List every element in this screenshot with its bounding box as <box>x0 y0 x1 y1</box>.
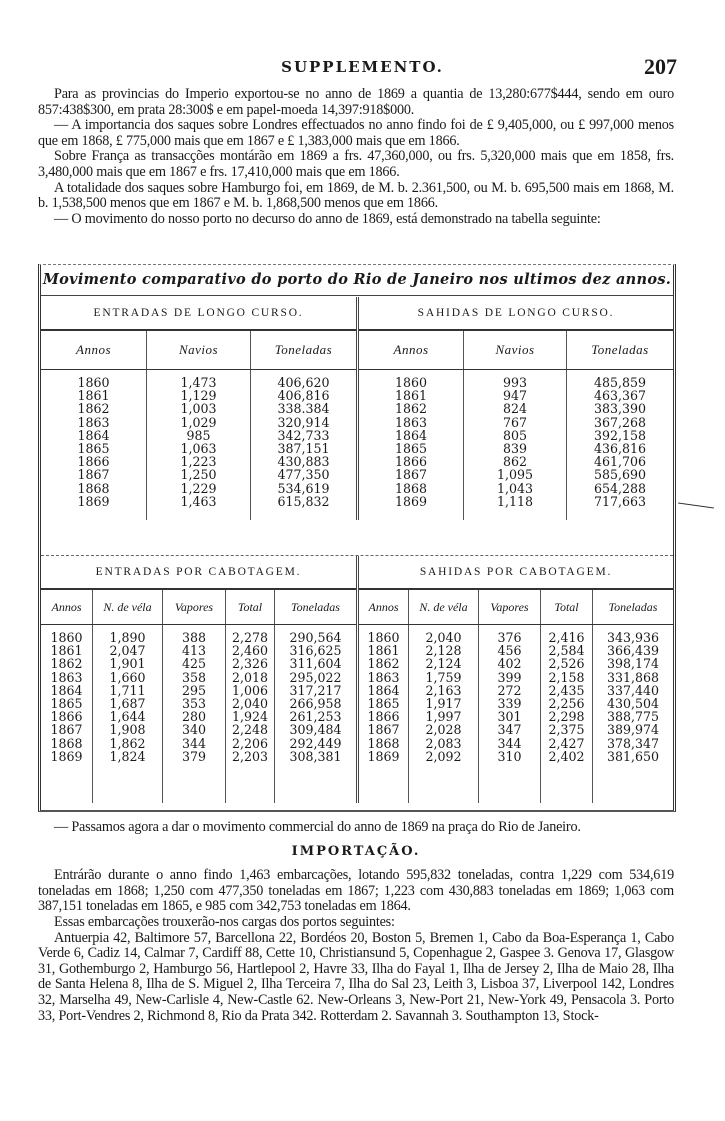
table-cell: 1868 <box>50 735 83 751</box>
column-annos <box>41 370 147 520</box>
table-cell: 2,092 <box>425 748 462 764</box>
column-header: Total <box>541 590 593 624</box>
table-cell: 1,223 <box>180 454 217 470</box>
column-annos <box>41 625 93 803</box>
column-vapores <box>479 625 541 803</box>
table-cell: 347 <box>497 722 522 738</box>
table-cell: 1866 <box>77 454 110 470</box>
table-cell: 1863 <box>50 669 83 685</box>
table-cell: 2,298 <box>548 709 585 725</box>
table-cell: 379 <box>181 748 207 764</box>
table-cell: 342,733 <box>277 427 330 443</box>
table-cell: 1866 <box>394 454 428 470</box>
table-cell: 767 <box>502 414 528 430</box>
table-cell: 1867 <box>367 722 400 738</box>
commerce-text <box>38 820 674 1024</box>
table-cell: 1860 <box>50 630 83 645</box>
column-header: Vapores <box>163 590 226 624</box>
table-cell: 337,440 <box>606 682 660 698</box>
table-cell: 1865 <box>367 696 400 712</box>
table-cell: 2,248 <box>231 722 269 738</box>
table-cell: 862 <box>502 454 528 470</box>
table-cell: 1,687 <box>109 696 146 712</box>
table-cell: 1860 <box>394 375 428 390</box>
table-cell: 1,997 <box>425 709 462 725</box>
table-cell: 367,268 <box>593 414 647 430</box>
margin-pencil-mark <box>678 502 714 508</box>
column-total <box>541 625 593 803</box>
paragraph-provincias: Para as provincias do Imperio exportou-se no anno de 1869 a quantia de 13,280:677$444, sendo em ouro 857:438$300, em prata 28:300$ e em papel-moeda 14,397:918$000. <box>38 86 674 118</box>
table-cell: 1869 <box>394 493 428 509</box>
table-body <box>359 370 673 520</box>
table-cell: 1861 <box>394 388 428 404</box>
table-cell: 1863 <box>394 414 428 430</box>
cabotagem-section <box>41 555 673 803</box>
table-cell: 1869 <box>50 748 83 764</box>
table-cell: 2,435 <box>548 682 585 698</box>
table-cell: 1,711 <box>109 682 146 698</box>
table-cell: 1865 <box>50 696 83 712</box>
table-cell: 344 <box>181 735 207 751</box>
table-cell: 320,914 <box>277 414 330 430</box>
column-total <box>226 625 275 803</box>
column-header: N. de véla <box>409 590 479 624</box>
column-navios <box>147 370 251 520</box>
paragraph-movimento: — O movimento do nosso porto no decurso do anno de 1869, está demonstrado na tabella seguinte: <box>54 210 601 227</box>
table-cell: 1,043 <box>496 480 534 496</box>
table-cell: 343,936 <box>606 630 660 645</box>
column-navios <box>464 370 567 520</box>
table-cell: 436,816 <box>593 441 647 457</box>
table-title: Movimento comparativo do porto do Rio de Janeiro nos ultimos dez annos. <box>41 265 673 296</box>
table-cell: 615,832 <box>277 493 330 509</box>
table-cell: 376 <box>497 630 522 645</box>
table-cell: 2,018 <box>231 669 269 685</box>
table-cell: 1,908 <box>109 722 146 738</box>
table-cell: 993 <box>502 375 528 390</box>
table-cell: 824 <box>502 401 528 417</box>
table-cell: 295 <box>181 682 207 698</box>
table-cell: 1,029 <box>180 414 217 430</box>
table-cell: 1868 <box>394 480 428 496</box>
table-cell: 2,040 <box>231 696 269 712</box>
table-cell: 388,775 <box>606 709 660 725</box>
table-body <box>359 625 673 803</box>
table-cell: 430,504 <box>606 696 660 712</box>
table-cell: 2,128 <box>425 643 462 659</box>
table-cell: 388 <box>181 630 207 645</box>
table-cell: 2,163 <box>425 682 462 698</box>
table-cell: 2,047 <box>109 643 146 659</box>
table-cell: 1862 <box>394 401 428 417</box>
column-headers <box>359 590 673 625</box>
table-cell: 331,868 <box>606 669 660 685</box>
column-header: Toneladas <box>291 600 340 614</box>
column-annos <box>359 625 409 803</box>
table-cell: 463,367 <box>593 388 647 404</box>
table-body <box>41 625 356 803</box>
table-cell: 381,650 <box>606 748 660 764</box>
sahidas-cabotagem <box>359 556 673 803</box>
table-cell: 1,862 <box>109 735 146 751</box>
paragraph-entrarao: Entrárão durante o anno findo 1,463 embarcações, lotando 595,832 toneladas, contra 1,229 com 534,619 toneladas em 1868; 1,250 com 477,350 toneladas em 1867; 1,223 com 430,883 toneladas em 1869; 1,063 com 387,151 toneladas em 1865, e 985 com 342,753 toneladas em 1864. <box>38 867 674 915</box>
table-cell: 1,644 <box>109 709 146 725</box>
entradas-longo-curso <box>41 297 359 520</box>
table-cell: 485,859 <box>593 375 647 390</box>
table-cell: 1861 <box>50 643 83 659</box>
table-cell: 317,217 <box>289 682 342 698</box>
table-cell: 398,174 <box>606 656 660 672</box>
column-n-de-vela <box>93 625 163 803</box>
paragraph-hamburgo: A totalidade dos saques sobre Hamburgo foi, em 1869, de M. b. 2.361,500, ou M. b. 695,500 mais em 1868, M. b. 1,538,500 menos que em 1867 e M. b. 1,868,500 menos que em 1866. <box>38 179 674 212</box>
table-cell: 2,206 <box>231 735 269 751</box>
table-cell: 406,816 <box>277 388 330 404</box>
table-cell: 1864 <box>394 427 428 443</box>
column-toneladas <box>593 625 673 803</box>
table-cell: 295,022 <box>289 669 342 685</box>
column-headers <box>41 590 356 625</box>
table-cell: 654,288 <box>593 480 647 496</box>
table-cell: 1865 <box>77 441 110 457</box>
column-toneladas <box>275 625 356 803</box>
table-body <box>41 370 356 520</box>
table-cell: 2,040 <box>425 630 462 645</box>
table-cell: 316,625 <box>289 643 342 659</box>
column-headers <box>359 331 673 370</box>
table-cell: 358 <box>181 669 207 685</box>
table-cell: 1864 <box>77 427 110 443</box>
column-toneladas <box>567 370 673 520</box>
table-cell: 425 <box>181 656 207 672</box>
table-cell: 311,604 <box>289 656 342 672</box>
table-cell: 2,028 <box>425 722 462 738</box>
table-cell: 266,958 <box>289 696 342 712</box>
running-title: SUPPLEMENTO. <box>281 58 444 76</box>
table-cell: 2,460 <box>231 643 269 659</box>
table-cell: 1,924 <box>231 709 269 725</box>
table-cell: 1860 <box>367 630 400 645</box>
table-cell: 1865 <box>394 441 428 457</box>
table-cell: 340 <box>181 722 207 738</box>
table-cell: 402 <box>497 656 522 672</box>
table-cell: 406,620 <box>277 375 330 390</box>
table-cell: 1863 <box>77 414 110 430</box>
table-cell: 339 <box>497 696 522 712</box>
table-cell: 338.384 <box>277 401 330 417</box>
table-cell: 353 <box>181 696 207 712</box>
table-cell: 585,690 <box>593 467 647 483</box>
table-cell: 1861 <box>367 643 400 659</box>
table-cell: 2,526 <box>548 656 585 672</box>
table-cell: 2,402 <box>548 748 585 764</box>
table-cell: 1,901 <box>109 656 146 672</box>
table-cell: 2,158 <box>548 669 585 685</box>
column-header: Vapores <box>479 590 541 624</box>
table-cell: 2,083 <box>425 735 462 751</box>
table-cell: 1,229 <box>180 480 217 496</box>
port-movement-table <box>38 264 676 812</box>
section-heading: ENTRADAS POR CABOTAGEM. <box>41 556 356 590</box>
column-header: Navios <box>464 331 567 369</box>
table-cell: 366,439 <box>606 643 660 659</box>
table-cell: 1868 <box>77 480 110 496</box>
table-cell: 308,381 <box>289 748 342 764</box>
column-headers <box>41 331 356 370</box>
entradas-cabotagem <box>41 556 359 803</box>
table-cell: 1,463 <box>180 493 217 509</box>
table-cell: 2,584 <box>548 643 585 659</box>
table-cell: 1867 <box>77 467 110 483</box>
table-cell: 309,484 <box>289 722 342 738</box>
column-header: Annos <box>359 590 409 624</box>
section-heading: SAHIDAS POR CABOTAGEM. <box>359 556 673 590</box>
table-cell: 1866 <box>367 709 400 725</box>
table-cell: 344 <box>497 735 522 751</box>
table-cell: 1864 <box>50 682 83 698</box>
table-cell: 292,449 <box>289 735 342 751</box>
table-cell: 1868 <box>367 735 400 751</box>
table-cell: 430,883 <box>277 454 330 470</box>
column-header: Annos <box>41 590 93 624</box>
table-cell: 839 <box>502 441 528 457</box>
table-cell: 461,706 <box>593 454 647 470</box>
table-cell: 1,890 <box>109 630 146 645</box>
table-cell: 413 <box>181 643 207 659</box>
table-cell: 290,564 <box>289 630 342 645</box>
column-annos <box>359 370 464 520</box>
table-cell: 2,427 <box>548 735 585 751</box>
column-header: Navios <box>147 331 251 369</box>
longo-curso-section <box>41 297 673 520</box>
table-cell: 477,350 <box>277 467 330 483</box>
column-header: Toneladas <box>608 600 658 614</box>
table-cell: 2,256 <box>548 696 585 712</box>
table-cell: 1867 <box>50 722 83 738</box>
table-cell: 947 <box>502 388 528 404</box>
column-header: N. de véla <box>93 590 163 624</box>
table-cell: 2,124 <box>425 656 462 672</box>
table-cell: 1,118 <box>496 493 534 509</box>
table-cell: 1,063 <box>180 441 217 457</box>
table-cell: 1862 <box>77 401 110 417</box>
paragraph-londres: — A importancia dos saques sobre Londres effectuados no anno findo foi de £ 9,405,000, ou £ 997,000 menos que em 1868, £ 775,000 mais que em 1867 e £ 1,383,000 mais que em 1866. <box>38 117 674 149</box>
table-cell: 389,974 <box>606 722 660 738</box>
intro-text <box>38 87 674 227</box>
table-cell: 1,006 <box>231 682 269 698</box>
table-cell: 1867 <box>394 467 428 483</box>
table-cell: 399 <box>497 669 522 685</box>
table-cell: 301 <box>497 709 522 725</box>
table-cell: 1862 <box>367 656 400 672</box>
column-header: Annos <box>359 331 464 369</box>
column-n-de-vela <box>409 625 479 803</box>
table-cell: 1,095 <box>496 467 534 483</box>
table-cell: 1,660 <box>109 669 146 685</box>
table-cell: 1869 <box>77 493 110 509</box>
table-cell: 1860 <box>77 375 110 390</box>
table-cell: 534,619 <box>277 480 330 496</box>
table-cell: 1,759 <box>425 669 462 685</box>
table-cell: 261,253 <box>289 709 342 725</box>
table-cell: 1866 <box>50 709 83 725</box>
table-cell: 392,158 <box>593 427 647 443</box>
table-cell: 1861 <box>77 388 110 404</box>
table-cell: 2,375 <box>548 722 585 738</box>
paragraph-portos-list: Antuerpia 42, Baltimore 57, Barcellona 22, Bordéos 20, Boston 5, Bremen 1, Cabo da Boa-Esperança 1, Cabo Verde 6, Cadiz 14, Calmar 7, Cardiff 88, Cette 10, Christiansund 5, Copenhague 2, Gaspee 3. Genova 17, Glasgow 31, Gothemburgo 2, Hamburgo 56, Hartlepool 2, Havre 33, Ilha do Fayal 1, Ilha de Jersey 2, Ilha de Maio 28, Ilha de Santa Helena 8, Ilha de S. Miguel 2, Ilha Terceira 7, Ilha do Sal 23, Leith 3, Lisboa 37, Liverpool 142, Londres 32, Marselha 49, New-Carlisle 4, New-Castle 62. New-Orleans 3, New-Port 21, New-York 49, Pensacola 3. Porto 33, Port-Vendres 2, Richmond 8, Rio da Prata 342. Rotterdam 2. Savannah 3. Southampton 13, Stock- <box>38 929 674 1024</box>
table-cell: 378,347 <box>606 735 660 751</box>
paragraph-cargas-intro: Essas embarcações trouxerão-nos cargas dos portos seguintes: <box>54 913 395 930</box>
table-cell: 280 <box>181 709 207 725</box>
section-title-importacao: IMPORTAÇÃO. <box>291 843 421 859</box>
table-cell: 2,416 <box>548 630 585 645</box>
table-cell: 383,390 <box>593 401 647 417</box>
running-head <box>0 56 725 86</box>
paragraph-franca: Sobre França as transacções montárão em 1869 a frs. 47,360,000, ou frs. 5,320,000 mais que em 1858, frs. 3,480,000 mais que em 1867 e frs. 17,410,000 mais que em 1866. <box>38 148 674 180</box>
table-cell: 717,663 <box>593 493 647 509</box>
table-cell: 2,278 <box>231 630 269 645</box>
table-cell: 985 <box>186 427 211 443</box>
column-header: Toneladas <box>591 342 649 357</box>
table-cell: 387,151 <box>277 441 330 457</box>
column-toneladas <box>251 370 356 520</box>
sahidas-longo-curso <box>359 297 673 520</box>
table-cell: 456 <box>497 643 522 659</box>
column-header: Annos <box>41 331 147 369</box>
page-number: 207 <box>644 54 677 79</box>
table-cell: 1,250 <box>180 467 217 483</box>
column-header: Total <box>226 590 275 624</box>
table-cell: 310 <box>497 748 522 764</box>
table-cell: 1,473 <box>180 375 217 390</box>
table-cell: 2,203 <box>231 748 269 764</box>
table-cell: 272 <box>497 682 522 698</box>
section-heading: SAHIDAS DE LONGO CURSO. <box>359 297 673 331</box>
table-cell: 1863 <box>367 669 400 685</box>
table-cell: 2,326 <box>231 656 269 672</box>
table-cell: 1,824 <box>109 748 146 764</box>
paragraph-passamos: — Passamos agora a dar o movimento commercial do anno de 1869 na praça do Rio de Janeiro. <box>54 819 581 835</box>
table-cell: 1869 <box>367 748 400 764</box>
table-cell: 1862 <box>50 656 83 672</box>
table-cell: 1,003 <box>180 401 217 417</box>
table-cell: 805 <box>502 427 528 443</box>
table-cell: 1,917 <box>425 696 462 712</box>
table-cell: 1864 <box>367 682 400 698</box>
table-cell: 1,129 <box>180 388 217 404</box>
column-header: Toneladas <box>274 342 333 357</box>
column-vapores <box>163 625 226 803</box>
section-heading: ENTRADAS DE LONGO CURSO. <box>41 297 356 331</box>
